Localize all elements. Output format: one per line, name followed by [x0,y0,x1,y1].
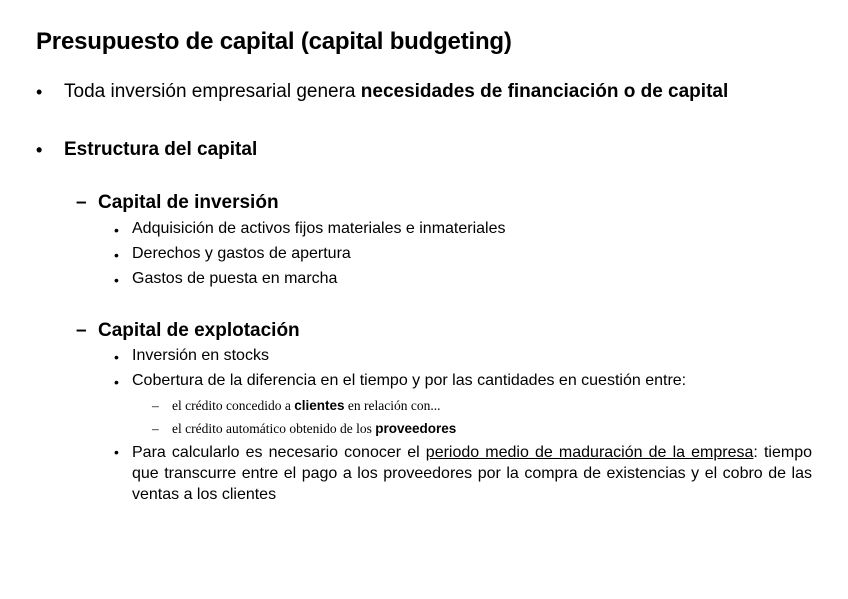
dash-marker: – [152,421,159,436]
operating-item-coverage: Cobertura de la diferencia en el tiempo y por las cantidades en cuestión entre: [132,372,687,389]
credit-suppliers-text: el crédito automático obtenido de los [172,421,376,436]
sub-bullet-marker: • [114,272,119,288]
operating-item-stocks: Inversión en stocks [132,347,269,364]
clients-bold: clientes [294,398,345,413]
dash-marker: – [152,398,159,413]
sub-bullet-marker: • [114,374,119,390]
bullet-marker: • [36,140,43,160]
investment-item: Derechos y gastos de apertura [132,245,351,262]
slide-title: Presupuesto de capital (capital budgeting) [36,28,512,55]
investment-item: Adquisición de activos fijos materiales e inmateriales [132,220,506,237]
bullet-marker: • [36,82,43,102]
credit-clients-tail: en relación con... [344,398,441,413]
investment-capital-heading: Capital de inversión [98,192,279,213]
sub-bullet-marker: • [114,247,119,263]
intro-text: Toda inversión empresarial genera [64,81,361,102]
credit-clients-text: el crédito concedido a [172,398,295,413]
intro-bullet [64,81,728,103]
sub-bullet-marker: • [114,444,119,460]
credit-clients-item [172,398,440,414]
para-after: : tiempo que transcurre entre el pago a los proveedores por la compra de existencias y el cobro de las ventas a los clientes [132,444,813,503]
credit-suppliers-item [172,421,456,437]
investment-item: Gastos de puesta en marcha [132,270,338,287]
structure-heading: Estructura del capital [64,139,258,160]
maturation-period-paragraph [132,442,812,505]
suppliers-bold: proveedores [375,421,457,436]
intro-bold-text: necesidades de financiación o de capital [360,81,729,102]
dash-marker: – [76,192,87,213]
dash-marker: – [76,320,87,341]
para-before: Para calcularlo es necesario conocer el [132,444,426,461]
maturation-period-term: periodo medio de maduración de la empresa [425,444,754,461]
sub-bullet-marker: • [114,222,119,238]
sub-bullet-marker: • [114,349,119,365]
operating-capital-heading: Capital de explotación [98,320,300,341]
